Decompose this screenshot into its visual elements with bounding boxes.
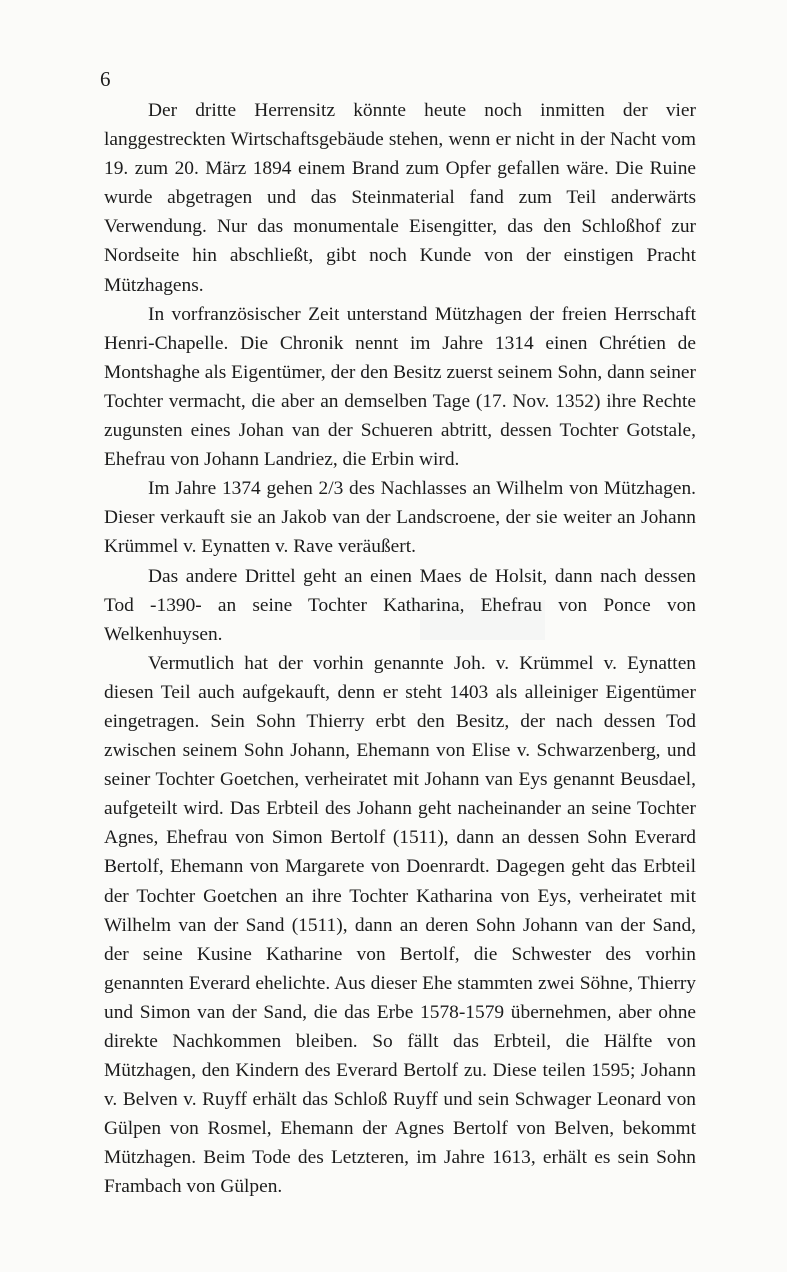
paragraph: Vermutlich hat der vorhin genannte Joh. v. Krümmel v. Eynatten diesen Teil auch aufgekauft, denn er steht 1403 als alleiniger Eigentümer eingetragen. Sein Sohn Thierry erbt den Besitz, der nach dessen Tod zwischen seinem Sohn Johann, Ehemann von Elise v. Schwarzenberg, und seiner Tochter Goetchen, verheiratet mit Johann van Eys genannt Beusdael, aufgeteilt wird. Das Erbteil des Johann geht nacheinander an seine Tochter Agnes, Ehefrau von Simon Bertolf (1511), dann an dessen Sohn Everard Bertolf, Ehemann von Margarete von Doenrardt. Dagegen geht das Erbteil der Tochter Goetchen an ihre Tochter Katharina von Eys, verheiratet mit Wilhelm van der Sand (1511), dann an deren Sohn Johann van der Sand, der seine Kusine Katharine von Bertolf, die Schwester des vorhin genannten Everard ehelichte. Aus dieser Ehe stammten zwei Söhne, Thierry und Simon van der Sand, die das Erbe 1578-1579 übernehmen, aber ohne direkte Nachkommen bleiben. So fällt das Erbteil, die Hälfte von Mützhagen, den Kindern des Everard Bertolf zu. Diese teilen 1595; Johann v. Belven v. Ruyff erhält das Schloß Ruyff und sein Schwager Leonard von Gülpen von Rosmel, Ehemann der Agnes Bertolf von Belven, bekommt Mützhagen. Beim Tode des Letzteren, im Jahre 1613, erhält es sein Sohn Frambach von Gülpen. bbox=[104, 652, 696, 1198]
body-text bbox=[104, 96, 696, 1202]
paragraph: In vorfranzösischer Zeit unterstand Mützhagen der freien Herrschaft Henri-Chapelle. Die Chronik nennt im Jahre 1314 einen Chrétien de Montshaghe als Eigentümer, der den Besitz zuerst seinem Sohn, dann seiner Tochter vermacht, die aber an demselben Tage (17. Nov. 1352) ihre Rechte zugunsten eines Johan van der Schueren abtritt, dessen Tochter Gotstale, Ehefrau von Johann Landriez, die Erbin wird. bbox=[104, 303, 696, 471]
paragraph: Der dritte Herrensitz könnte heute noch inmitten der vier langgestreckten Wirtschaftsgebäude stehen, wenn er nicht in der Nacht vom 19. zum 20. März 1894 einem Brand zum Opfer gefallen wäre. Die Ruine wurde abgetragen und das Steinmaterial fand zum Teil anderwärts Verwendung. Nur das monumentale Eisengitter, das den Schloßhof zur Nordseite hin abschließt, gibt noch Kunde von der einstigen Pracht Mützhagens. bbox=[104, 100, 696, 296]
page-number: 6 bbox=[100, 67, 111, 91]
paragraph: Im Jahre 1374 gehen 2/3 des Nachlasses an Wilhelm von Mützhagen. Dieser verkauft sie an Jakob van der Landscroene, der sie weiter an Johann Krümmel v. Eynatten v. Rave veräußert. bbox=[104, 478, 696, 558]
paragraph: Das andere Drittel geht an einen Maes de Holsit, dann nach dessen Tod -1390- an seine Tochter Katharina, Ehefrau von Ponce von Welkenhuysen. bbox=[104, 565, 696, 645]
